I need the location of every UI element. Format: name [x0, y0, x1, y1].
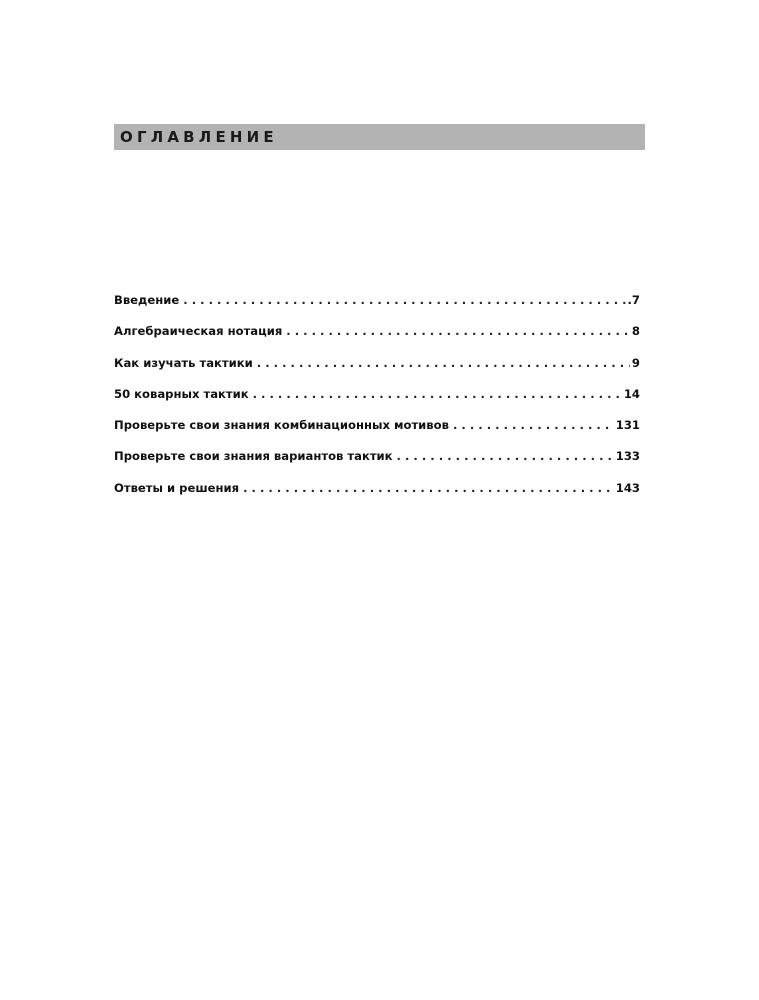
dot-leader [253, 384, 622, 404]
dot-leader [243, 478, 614, 498]
toc-entry-page-number: 14 [623, 386, 640, 401]
toc-entry-label: Проверьте свои знания вариантов тактик [114, 449, 393, 464]
toc-entry-page-number: 8 [631, 324, 640, 339]
dot-leader [453, 415, 614, 435]
toc-entry-50-tricky-tactics[interactable] [114, 384, 640, 415]
toc-entry-test-combination-motifs[interactable] [114, 415, 640, 446]
toc-entry-page-number: 131 [615, 418, 640, 433]
toc-entry-label: Алгебраическая нотация [114, 324, 283, 339]
dot-leader [183, 290, 625, 310]
dot-leader [257, 353, 630, 373]
toc-entry-page-number: 133 [615, 449, 640, 464]
toc-entry-label: 50 коварных тактик [114, 386, 249, 401]
dot-leader [397, 446, 614, 466]
toc-entry-how-to-study-tactics[interactable] [114, 353, 640, 384]
contents-title-bar [114, 124, 645, 150]
toc-entry-label: Проверьте свои знания комбинационных мотивов [114, 418, 449, 433]
toc-entry-test-tactic-variants[interactable] [114, 446, 640, 477]
toc-entry-page-number: .7 [627, 293, 640, 307]
toc-entry-label: Ответы и решения [114, 480, 240, 495]
table-of-contents [114, 290, 640, 509]
page-title: ОГЛАВЛЕНИЕ [120, 128, 278, 146]
toc-entry-answers-and-solutions[interactable] [114, 478, 640, 509]
toc-entry-algebraic-notation[interactable] [114, 321, 640, 352]
dot-leader [286, 321, 630, 341]
toc-entry-introduction[interactable] [114, 290, 640, 321]
toc-entry-page-number: 9 [631, 355, 640, 370]
toc-entry-label: Как изучать тактики [114, 355, 253, 370]
toc-entry-page-number: 143 [615, 480, 640, 495]
toc-entry-label: Введение [114, 293, 180, 307]
